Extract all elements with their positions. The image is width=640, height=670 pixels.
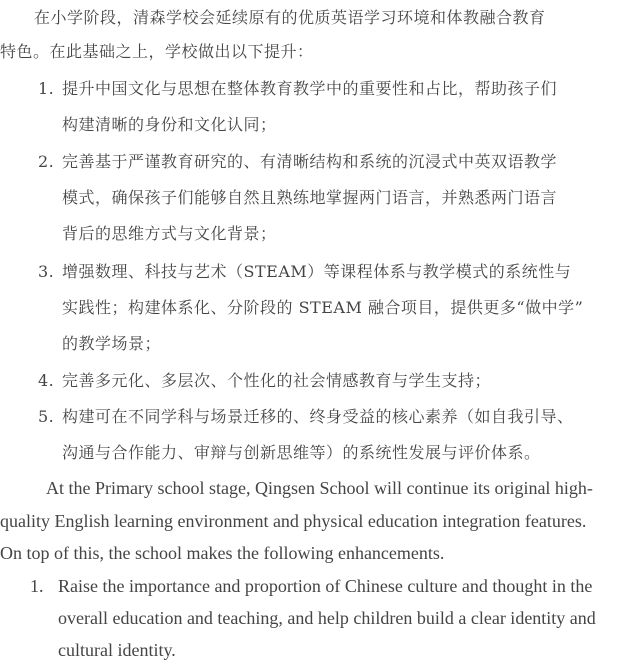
zh-item-line: 的教学场景； — [62, 334, 162, 353]
zh-item-line: 增强数理、科技与艺术（STEAM）等课程体系与教学模式的系统性与 — [62, 262, 572, 281]
zh-item-line: 提升中国文化与思想在整体教育教学中的重要性和占比，帮助孩子们 — [62, 79, 558, 98]
zh-item-number: 1. — [38, 79, 55, 98]
zh-item-line: 背后的思维方式与文化背景； — [62, 224, 277, 243]
en-intro-line-1: At the Primary school stage, Qingsen School will continue its original high- — [46, 478, 593, 498]
zh-item-number: 4. — [38, 371, 55, 390]
en-item-line: Raise the importance and proportion of Chinese culture and thought in the — [58, 576, 593, 596]
zh-item-line: 模式，确保孩子们能够自然且熟练地掌握两门语言，并熟悉两门语言 — [62, 188, 558, 207]
en-intro-line-2: quality English learning environment and physical education integration features. — [0, 511, 587, 531]
zh-item-number: 2. — [38, 152, 55, 171]
zh-item-line: 构建可在不同学科与场景迁移的、终身受益的核心素养（如自我引导、 — [62, 407, 574, 426]
en-item-line: cultural identity. — [58, 640, 176, 660]
zh-item-line: 完善基于严谨教育研究的、有清晰结构和系统的沉浸式中英双语教学 — [62, 152, 558, 171]
zh-item-line: 构建清晰的身份和文化认同； — [62, 115, 277, 134]
en-item-number: 1. — [30, 576, 44, 596]
zh-item-line: 完善多元化、多层次、个性化的社会情感教育与学生支持； — [62, 371, 492, 390]
zh-intro-line-2: 特色。在此基础之上，学校做出以下提升： — [0, 42, 314, 61]
en-item-line: overall education and teaching, and help children build a clear identity and — [58, 608, 596, 628]
en-intro-line-3: On top of this, the school makes the following enhancements. — [0, 543, 445, 563]
zh-item-number: 3. — [38, 262, 55, 281]
zh-item-line: 实践性；构建体系化、分阶段的 STEAM 融合项目，提供更多“做中学” — [62, 298, 584, 317]
zh-item-line: 沟通与合作能力、审辩与创新思维等）的系统性发展与评价体系。 — [62, 443, 541, 462]
zh-intro-line-1: 在小学阶段，清森学校会延续原有的优质英语学习环境和体教融合教育 — [34, 8, 546, 27]
zh-item-number: 5. — [38, 407, 55, 426]
